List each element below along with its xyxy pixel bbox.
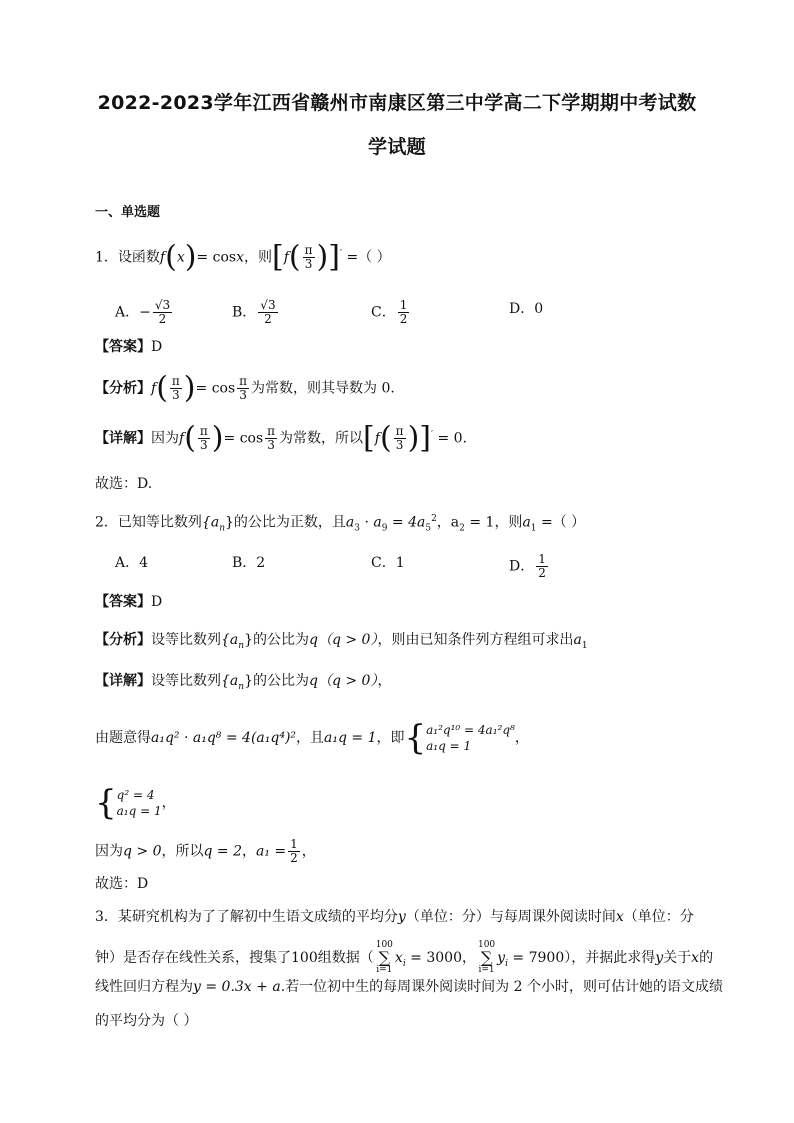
q2-conclusion: 故选：D <box>95 876 149 892</box>
q2-derivation-line: 由题意得a₁q² · a₁q⁸ = 4(a₁q⁴)²，且a₁q = 1，即{ a₁²q¹⁰ = 4a₁²q⁸ a₁q = 1 ， <box>95 718 529 758</box>
q1-option-d: D．0 <box>509 301 544 317</box>
section-heading: 一、单选题 <box>95 205 161 220</box>
q2-detail: 【详解】设等比数列$\{a_n\}$的公比为q（q > 0）， <box>95 673 392 692</box>
q2-result-line: 因为q > 0，所以q = 2，a₁ = $\frac{1}{2}$ ， <box>95 837 316 865</box>
q1-option-a: A．− $\frac{√3}{2}$ <box>115 298 171 326</box>
q2-option-c: C．1 <box>371 555 405 571</box>
q2-option-b: B．2 <box>232 555 266 571</box>
q2-stem: 2．已知等比数列$\{a_n\}$的公比为正数，且$a_3 \cdot a_9 = 4a_5^2$，$a_2 = 1$，则$a_1$ =（ ） <box>95 514 586 534</box>
document-title-line2: 学试题 <box>368 136 426 158</box>
q3-line2: 钟）是否存在线性关系，搜集了100组数据（100 ∑ $i=1x_i = 3000$，100 ∑ $i=1y_i = 7900$），并据此求得y关于x的 <box>95 940 714 975</box>
q3-line3: 线性回归方程为y = 0.3x + a.若一位初中生的每周课外阅读时间为 2 个小时，则可估计她的语文成绩 <box>95 979 723 995</box>
q1-stem: 1．设函数f(x)= cosx，则[f( $\frac{\pi}{3}$ )]′ =（ ） <box>95 239 391 275</box>
q1-conclusion: 故选：D. <box>95 476 153 492</box>
q2-answer: 【答案】D <box>95 594 163 610</box>
q1-detail: 【详解】因为f( $\frac{\pi}{3}$ )= cos $\frac{\pi}{3}$ 为常数，所以[f( $\frac{\pi}{3}$ )]′ = 0. <box>95 420 468 456</box>
q1-answer: 【答案】D <box>95 339 163 355</box>
q2-analysis: 【分析】设等比数列$\{a_n\}$的公比为q（q > 0），则由已知条件列方程组可求出$a_1$ <box>95 632 588 651</box>
q2-system: { q² = 4 a₁q = 1 ， <box>95 783 176 823</box>
q2-option-d: D． $\frac{1}{2}$ <box>509 552 546 580</box>
q3-line1: 3．某研究机构为了了解初中生语文成绩的平均分y（单位：分）与每周课外阅读时间x（单位：分 <box>95 909 694 925</box>
q1-analysis: 【分析】f( $\frac{\pi}{3}$ )= cos $\frac{\pi}{3}$ 为常数，则其导数为 0. <box>95 370 395 406</box>
q1-option-b: B． $\frac{√3}{2}$ <box>232 298 276 326</box>
q1-option-c: C． $\frac{1}{2}$ <box>371 298 408 326</box>
q2-option-a: A．4 <box>115 555 149 571</box>
q3-line4: 的平均分为（ ） <box>95 1013 198 1029</box>
document-title-line1: 2022-2023学年江西省赣州市南康区第三中学高二下学期期中考试数 <box>97 92 697 114</box>
